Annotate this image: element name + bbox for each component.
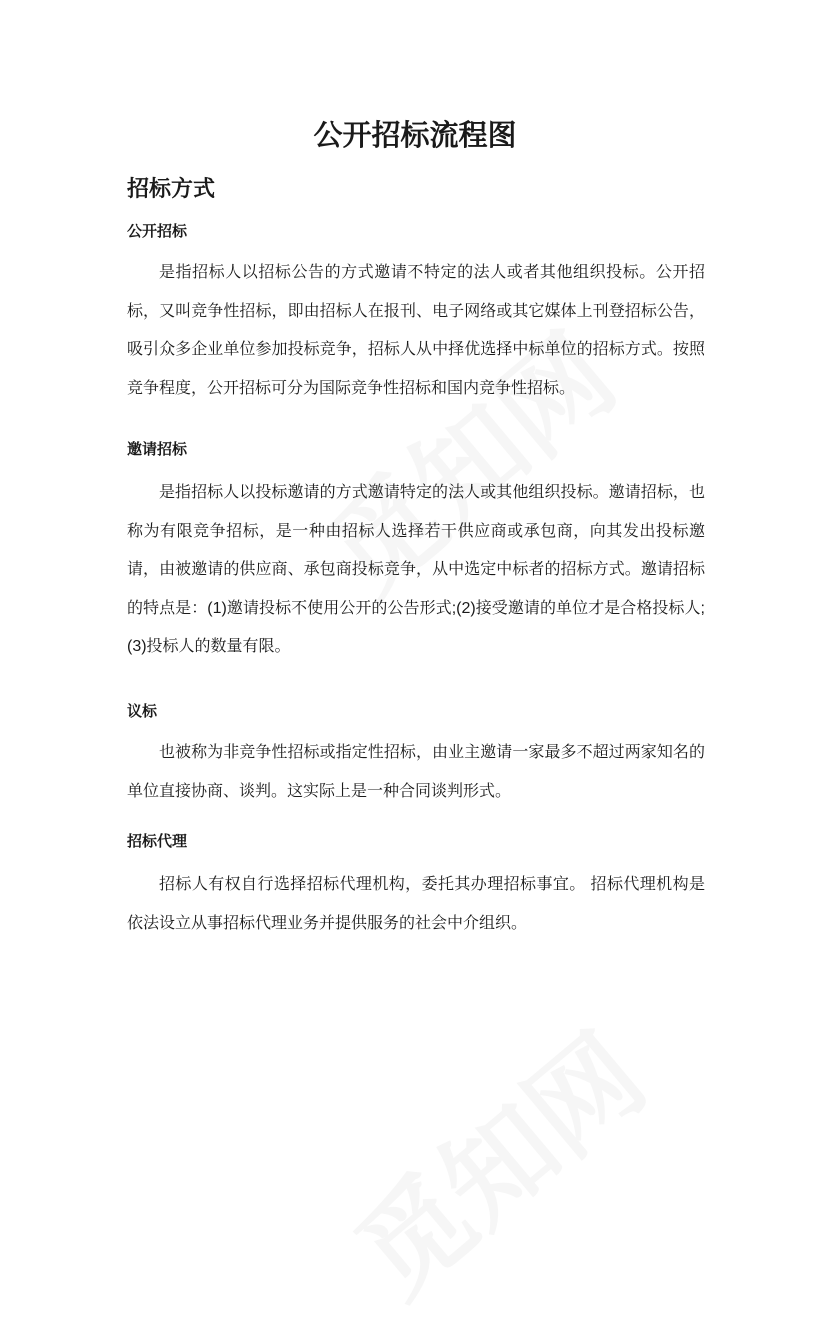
paragraph-public-tender: 是指招标人以招标公告的方式邀请不特定的法人或者其他组织投标。公开招标，又叫竞争性招标，即由招标人在报刊、电子网络或其它媒体上刊登招标公告，吸引众多企业单位参加投标竞争，招标人从中择优选择中标单位的招标方式。按照竞争程度，公开招标可分为国际竞争性招标和国内竞争性招标。 bbox=[127, 264, 705, 397]
section-heading: 招标方式 bbox=[127, 176, 216, 201]
heading-negotiated-tender: 议标 bbox=[127, 703, 158, 720]
watermark bbox=[318, 992, 672, 1325]
heading-invited-tender: 邀请招标 bbox=[127, 441, 188, 458]
page-title: 公开招标流程图 bbox=[313, 120, 517, 152]
paragraph-negotiated-tender: 也被称为非竞争性招标或指定性招标，由业主邀请一家最多不超过两家知名的单位直接协商、谈判。这实际上是一种合同谈判形式。 bbox=[127, 744, 705, 800]
heading-tender-agency: 招标代理 bbox=[127, 833, 188, 850]
heading-public-tender: 公开招标 bbox=[127, 223, 188, 240]
paragraph-tender-agency: 招标人有权自行选择招标代理机构，委托其办理招标事宜。 招标代理机构是依法设立从事招标代理业务并提供服务的社会中介组织。 bbox=[127, 876, 705, 932]
paragraph-invited-tender: 是指招标人以投标邀请的方式邀请特定的法人或其他组织投标。邀请招标，也称为有限竞争招标，是一种由招标人选择若干供应商或承包商，向其发出投标邀请，由被邀请的供应商、承包商投标竞争，从中选定中标者的招标方式。邀请招标的特点是：(1)邀请投标不使用公开的公告形式;(2)接受邀请的单位才是合格投标人;(3)投标人的数量有限。 bbox=[127, 484, 705, 655]
